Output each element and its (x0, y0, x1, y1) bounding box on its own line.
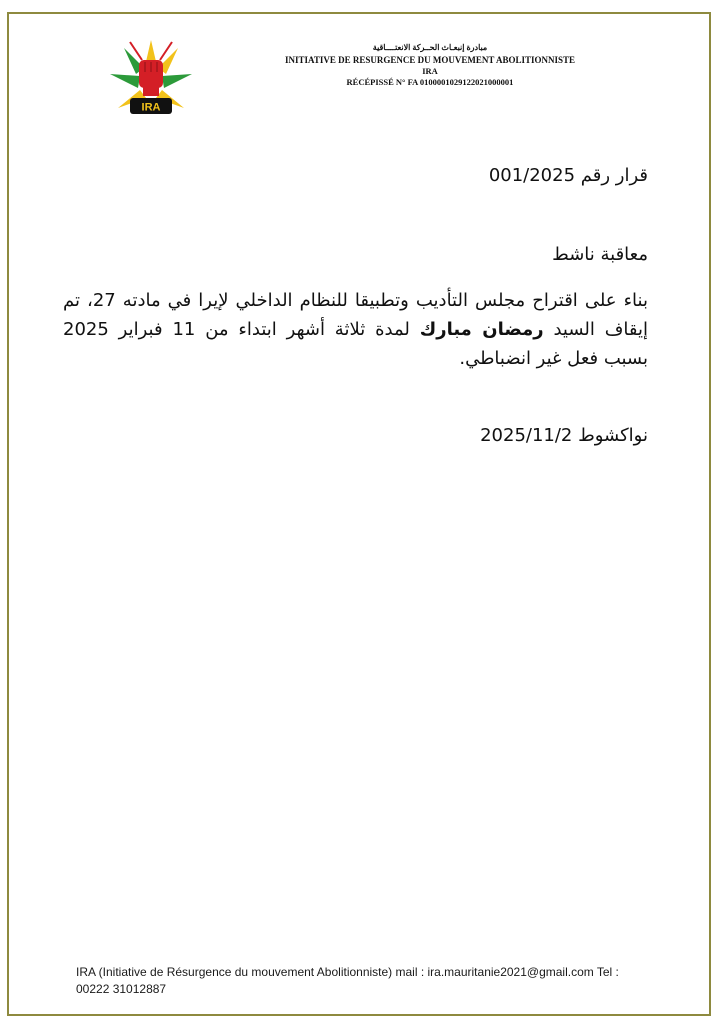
header-arabic-name: مبادرة إنبعـاث الحــركة الانعتــــاقية (372, 43, 488, 52)
logo-star-left (110, 74, 140, 88)
logo-star-right (162, 74, 192, 88)
decision-number: قرار رقم 001/2025 (488, 165, 648, 186)
footer-contact: IRA (Initiative de Résurgence du mouvement Abolitionniste) mail : ira.mauritanie2021@gmail.com Tel : 00222 31012887 (76, 965, 619, 997)
person-name: رمضان مبارك (419, 319, 544, 341)
body-text-part2: لمدة ثلاثة أشهر ابتداء من 11 فبراير 2025 بسبب فعل غير انضباطي. (63, 319, 648, 370)
organization-header (250, 43, 610, 89)
decision-body (63, 286, 648, 373)
header-acronym: IRA (422, 65, 438, 76)
place-date: نواكشوط 2025/11/2 (480, 425, 648, 446)
body-text-part1: بناء على اقتراح مجلس التأديب وتطبيقا للنظام الداخلي لإيرا في مادته 27، تم إيقاف السيد (63, 290, 648, 341)
header-french-name: INITIATIVE DE RESURGENCE DU MOUVEMENT ABOLITIONNISTE (285, 54, 575, 65)
header-recepisse: RÉCÉPISSÉ N° FA 0100001029122021000001 (346, 77, 514, 88)
logo-label: IRA (141, 101, 161, 114)
decision-subject: معاقبة ناشط (552, 244, 648, 265)
ira-logo (108, 38, 194, 120)
